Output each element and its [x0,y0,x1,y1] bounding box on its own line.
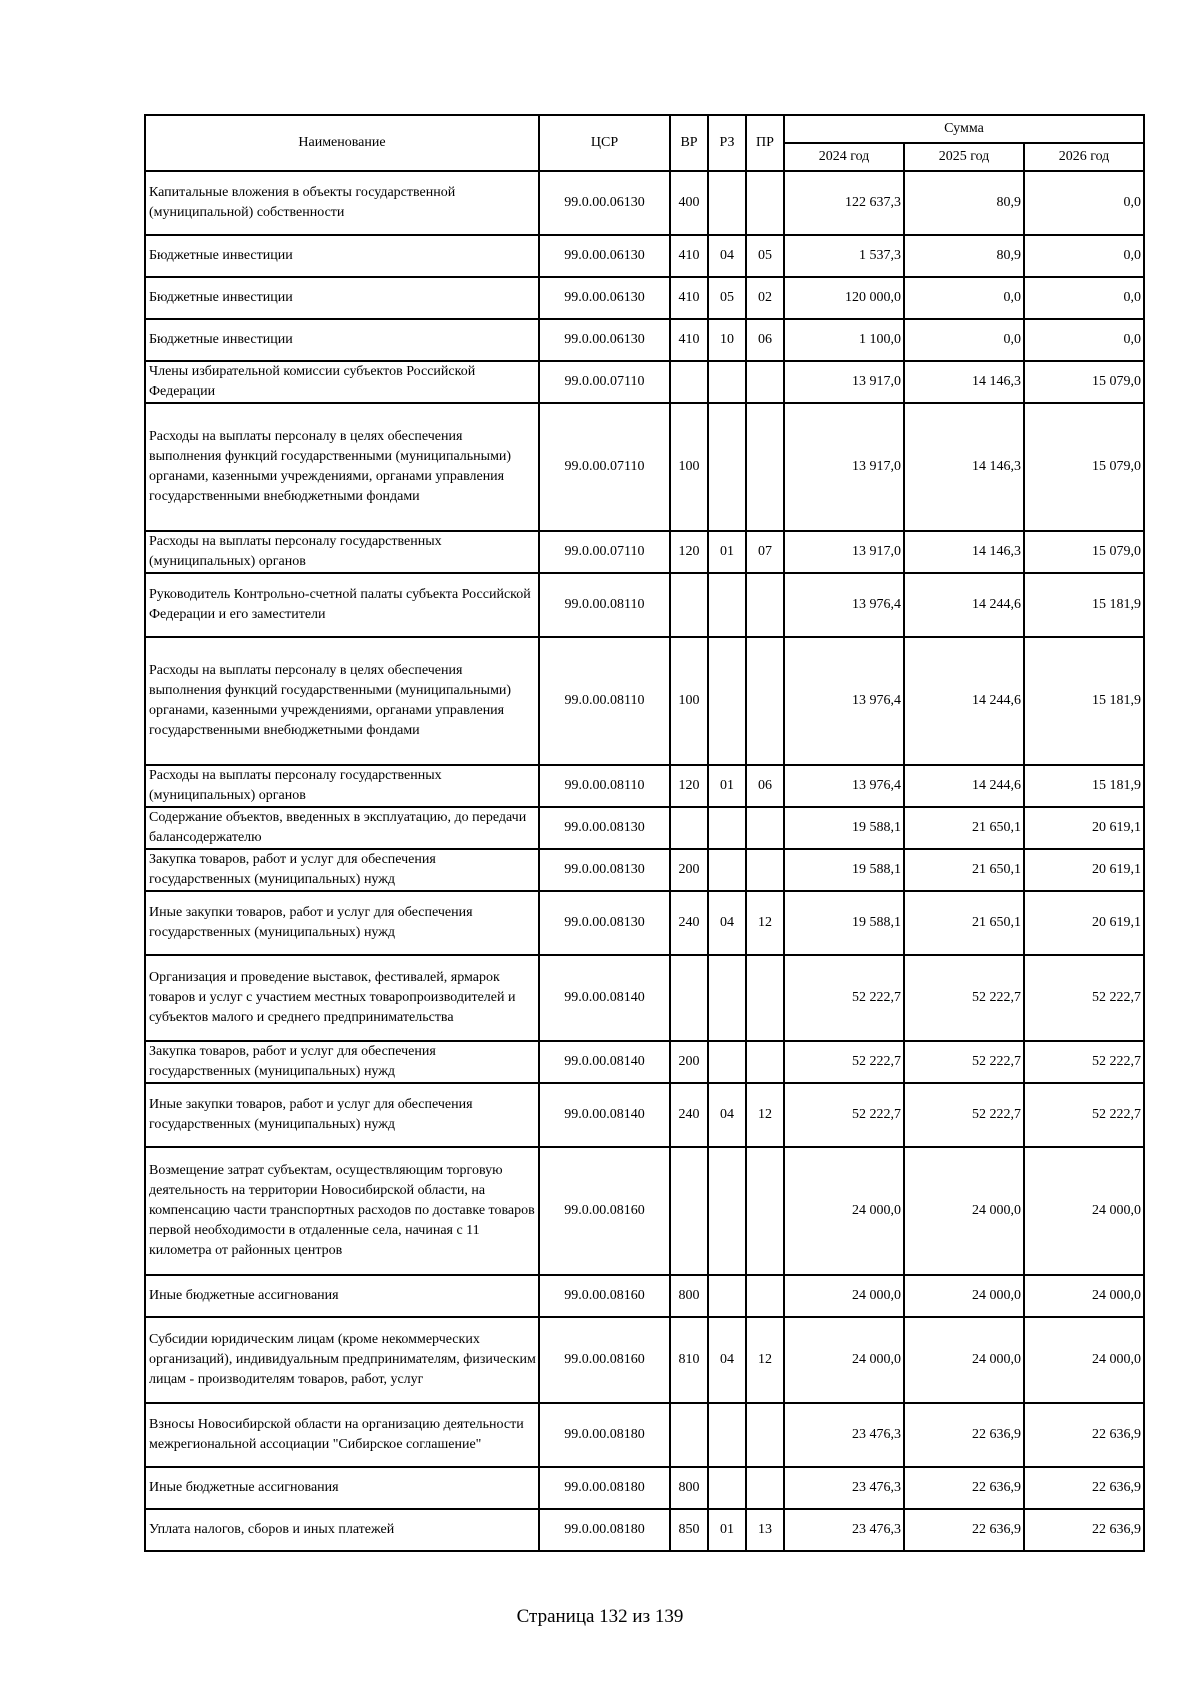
row-csr: 99.0.00.08180 [539,1467,670,1509]
table-row [145,319,1144,361]
row-sum-2026: 22 636,9 [1024,1467,1144,1509]
row-sum-2024: 52 222,7 [784,955,904,1041]
row-csr: 99.0.00.08110 [539,637,670,765]
row-sum-2026: 52 222,7 [1024,1041,1144,1083]
row-csr: 99.0.00.08140 [539,955,670,1041]
row-sum-2025: 14 244,6 [904,637,1024,765]
row-vr: 800 [670,1467,708,1509]
row-sum-2024: 13 976,4 [784,637,904,765]
row-sum-2024: 52 222,7 [784,1041,904,1083]
row-pr: 12 [746,891,784,955]
row-csr: 99.0.00.07110 [539,531,670,573]
table-row [145,1467,1144,1509]
row-sum-2024: 19 588,1 [784,849,904,891]
row-csr: 99.0.00.08180 [539,1509,670,1551]
row-name: Взносы Новосибирской области на организацию деятельности межрегиональной ассоциации "Сибирское соглашение" [145,1403,539,1467]
table-row [145,171,1144,235]
row-sum-2024: 19 588,1 [784,891,904,955]
row-vr: 810 [670,1317,708,1403]
row-sum-2024: 13 917,0 [784,531,904,573]
row-sum-2025: 0,0 [904,319,1024,361]
row-sum-2024: 1 537,3 [784,235,904,277]
row-pr [746,1467,784,1509]
row-sum-2026: 20 619,1 [1024,849,1144,891]
row-sum-2026: 0,0 [1024,171,1144,235]
row-pr [746,637,784,765]
row-rz [708,361,746,403]
row-name: Капитальные вложения в объекты государственной (муниципальной) собственности [145,171,539,235]
row-sum-2025: 14 244,6 [904,573,1024,637]
row-pr [746,1275,784,1317]
row-pr: 06 [746,319,784,361]
row-name: Содержание объектов, введенных в эксплуатацию, до передачи балансодержателю [145,807,539,849]
table-row [145,765,1144,807]
row-pr: 12 [746,1317,784,1403]
row-name: Организация и проведение выставок, фестивалей, ярмарок товаров и услуг с участием местных товаропроизводителей и субъектов малого и среднего предпринимательства [145,955,539,1041]
row-rz: 10 [708,319,746,361]
row-sum-2025: 52 222,7 [904,955,1024,1041]
header-rz: РЗ [708,115,746,171]
table-row [145,891,1144,955]
row-sum-2025: 22 636,9 [904,1509,1024,1551]
row-sum-2026: 20 619,1 [1024,891,1144,955]
row-sum-2026: 20 619,1 [1024,807,1144,849]
table-row [145,1275,1144,1317]
row-csr: 99.0.00.08130 [539,849,670,891]
table-row [145,1509,1144,1551]
row-sum-2026: 15 181,9 [1024,765,1144,807]
row-sum-2026: 15 181,9 [1024,573,1144,637]
row-vr: 200 [670,849,708,891]
row-csr: 99.0.00.08160 [539,1317,670,1403]
row-rz [708,807,746,849]
row-sum-2026: 0,0 [1024,277,1144,319]
row-csr: 99.0.00.08130 [539,891,670,955]
row-csr: 99.0.00.08140 [539,1041,670,1083]
row-sum-2026: 22 636,9 [1024,1509,1144,1551]
row-sum-2024: 120 000,0 [784,277,904,319]
row-pr: 07 [746,531,784,573]
table-row [145,637,1144,765]
row-csr: 99.0.00.08130 [539,807,670,849]
row-sum-2024: 23 476,3 [784,1509,904,1551]
row-sum-2024: 24 000,0 [784,1317,904,1403]
table-row [145,1317,1144,1403]
row-pr [746,955,784,1041]
row-name: Руководитель Контрольно-счетной палаты субъекта Российской Федерации и его заместители [145,573,539,637]
row-vr [670,1147,708,1275]
row-vr: 800 [670,1275,708,1317]
table-row [145,235,1144,277]
row-sum-2026: 22 636,9 [1024,1403,1144,1467]
row-csr: 99.0.00.06130 [539,235,670,277]
row-sum-2025: 21 650,1 [904,849,1024,891]
row-sum-2025: 22 636,9 [904,1403,1024,1467]
row-csr: 99.0.00.06130 [539,319,670,361]
table-row [145,849,1144,891]
row-vr: 100 [670,403,708,531]
header-2024: 2024 год [784,143,904,171]
row-vr: 410 [670,277,708,319]
row-csr: 99.0.00.08180 [539,1403,670,1467]
row-vr: 120 [670,765,708,807]
row-sum-2025: 24 000,0 [904,1317,1024,1403]
row-sum-2024: 13 917,0 [784,403,904,531]
row-csr: 99.0.00.07110 [539,403,670,531]
row-sum-2026: 52 222,7 [1024,955,1144,1041]
table-body [145,171,1144,1551]
table-row [145,1147,1144,1275]
row-vr: 400 [670,171,708,235]
row-vr: 100 [670,637,708,765]
row-sum-2024: 24 000,0 [784,1147,904,1275]
row-vr: 850 [670,1509,708,1551]
table-row [145,531,1144,573]
row-pr [746,361,784,403]
row-vr [670,955,708,1041]
row-rz [708,637,746,765]
row-csr: 99.0.00.08160 [539,1275,670,1317]
row-name: Расходы на выплаты персоналу в целях обеспечения выполнения функций государственными (муниципальными) органами, казенными учреждениями, органами управления государственными внебюджетными фондами [145,637,539,765]
row-rz [708,955,746,1041]
row-sum-2024: 19 588,1 [784,807,904,849]
row-csr: 99.0.00.08110 [539,573,670,637]
row-rz [708,573,746,637]
row-sum-2025: 14 244,6 [904,765,1024,807]
table-row [145,1041,1144,1083]
row-rz: 04 [708,1317,746,1403]
header-2025: 2025 год [904,143,1024,171]
row-csr: 99.0.00.06130 [539,171,670,235]
row-pr: 12 [746,1083,784,1147]
row-name: Субсидии юридическим лицам (кроме некоммерческих организаций), индивидуальным предпринимателям, физическим лицам - производителям товаров, работ, услуг [145,1317,539,1403]
row-pr [746,171,784,235]
row-pr: 06 [746,765,784,807]
row-sum-2026: 24 000,0 [1024,1317,1144,1403]
row-sum-2025: 52 222,7 [904,1083,1024,1147]
row-rz [708,1467,746,1509]
row-rz: 05 [708,277,746,319]
row-sum-2024: 1 100,0 [784,319,904,361]
row-vr: 200 [670,1041,708,1083]
row-rz: 01 [708,1509,746,1551]
row-vr: 410 [670,319,708,361]
row-vr [670,573,708,637]
row-pr [746,403,784,531]
row-sum-2025: 24 000,0 [904,1275,1024,1317]
row-name: Закупка товаров, работ и услуг для обеспечения государственных (муниципальных) нужд [145,849,539,891]
row-rz [708,849,746,891]
row-rz: 01 [708,765,746,807]
row-sum-2026: 24 000,0 [1024,1275,1144,1317]
table-row [145,807,1144,849]
header-pr: ПР [746,115,784,171]
table-row [145,277,1144,319]
table-row [145,573,1144,637]
row-rz: 01 [708,531,746,573]
row-sum-2025: 80,9 [904,171,1024,235]
row-rz [708,1403,746,1467]
row-name: Иные закупки товаров, работ и услуг для обеспечения государственных (муниципальных) нужд [145,891,539,955]
table-row [145,403,1144,531]
page-number: Страница 132 из 139 [516,1606,684,1627]
row-csr: 99.0.00.08110 [539,765,670,807]
row-rz: 04 [708,891,746,955]
row-sum-2025: 0,0 [904,277,1024,319]
row-rz [708,403,746,531]
row-name: Иные бюджетные ассигнования [145,1467,539,1509]
row-vr: 240 [670,891,708,955]
header-2026: 2026 год [1024,143,1144,171]
row-name: Иные бюджетные ассигнования [145,1275,539,1317]
row-vr [670,1403,708,1467]
table-row [145,1083,1144,1147]
row-rz: 04 [708,1083,746,1147]
row-vr [670,361,708,403]
header-vr: ВР [670,115,708,171]
row-sum-2026: 15 079,0 [1024,403,1144,531]
row-sum-2025: 24 000,0 [904,1147,1024,1275]
row-sum-2025: 14 146,3 [904,403,1024,531]
row-pr [746,849,784,891]
table-row [145,361,1144,403]
row-sum-2026: 0,0 [1024,235,1144,277]
row-sum-2024: 24 000,0 [784,1275,904,1317]
budget-table [144,114,1145,1552]
row-name: Возмещение затрат субъектам, осуществляющим торговую деятельность на территории Новосибирской области, на компенсацию части транспортных расходов по доставке товаров первой необходимости в отдаленные села, начиная с 11 километра от районных центров [145,1147,539,1275]
row-pr: 02 [746,277,784,319]
row-sum-2025: 21 650,1 [904,891,1024,955]
row-sum-2024: 23 476,3 [784,1403,904,1467]
row-csr: 99.0.00.08160 [539,1147,670,1275]
header-sum: Сумма [784,115,1144,143]
row-sum-2026: 0,0 [1024,319,1144,361]
row-sum-2025: 52 222,7 [904,1041,1024,1083]
table-row [145,955,1144,1041]
row-sum-2024: 13 976,4 [784,765,904,807]
row-rz [708,1275,746,1317]
row-sum-2025: 22 636,9 [904,1467,1024,1509]
row-vr: 410 [670,235,708,277]
row-pr [746,573,784,637]
row-name: Бюджетные инвестиции [145,319,539,361]
row-rz [708,1041,746,1083]
row-pr: 05 [746,235,784,277]
row-name: Расходы на выплаты персоналу в целях обеспечения выполнения функций государственными (муниципальными) органами, казенными учреждениями, органами управления государственными внебюджетными фондами [145,403,539,531]
row-name: Бюджетные инвестиции [145,235,539,277]
row-sum-2026: 15 079,0 [1024,361,1144,403]
row-name: Члены избирательной комиссии субъектов Российской Федерации [145,361,539,403]
row-pr: 13 [746,1509,784,1551]
row-name: Расходы на выплаты персоналу государственных (муниципальных) органов [145,765,539,807]
row-sum-2026: 24 000,0 [1024,1147,1144,1275]
row-pr [746,1041,784,1083]
row-sum-2025: 21 650,1 [904,807,1024,849]
header-csr: ЦСР [539,115,670,171]
row-sum-2024: 52 222,7 [784,1083,904,1147]
row-vr [670,807,708,849]
row-sum-2026: 52 222,7 [1024,1083,1144,1147]
row-sum-2025: 14 146,3 [904,361,1024,403]
row-sum-2024: 13 917,0 [784,361,904,403]
row-pr [746,1403,784,1467]
row-pr [746,807,784,849]
table-row [145,1403,1144,1467]
header-name: Наименование [145,115,539,171]
row-pr [746,1147,784,1275]
row-rz [708,1147,746,1275]
row-rz: 04 [708,235,746,277]
row-name: Закупка товаров, работ и услуг для обеспечения государственных (муниципальных) нужд [145,1041,539,1083]
row-vr: 120 [670,531,708,573]
row-csr: 99.0.00.06130 [539,277,670,319]
row-sum-2026: 15 181,9 [1024,637,1144,765]
row-name: Бюджетные инвестиции [145,277,539,319]
row-csr: 99.0.00.08140 [539,1083,670,1147]
row-sum-2025: 80,9 [904,235,1024,277]
row-name: Расходы на выплаты персоналу государственных (муниципальных) органов [145,531,539,573]
row-name: Уплата налогов, сборов и иных платежей [145,1509,539,1551]
row-vr: 240 [670,1083,708,1147]
row-sum-2024: 122 637,3 [784,171,904,235]
row-csr: 99.0.00.07110 [539,361,670,403]
row-rz [708,171,746,235]
row-sum-2025: 14 146,3 [904,531,1024,573]
row-sum-2026: 15 079,0 [1024,531,1144,573]
row-name: Иные закупки товаров, работ и услуг для обеспечения государственных (муниципальных) нужд [145,1083,539,1147]
row-sum-2024: 13 976,4 [784,573,904,637]
row-sum-2024: 23 476,3 [784,1467,904,1509]
